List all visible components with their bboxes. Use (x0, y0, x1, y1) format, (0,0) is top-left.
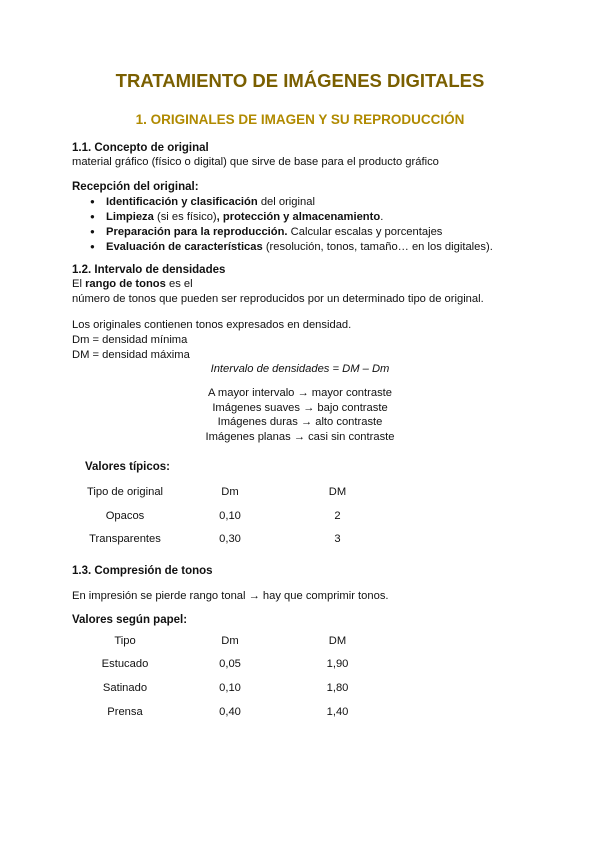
section-title: 1. ORIGINALES DE IMAGEN Y SU REPRODUCCIÓN (135, 112, 465, 127)
rule-line: Imágenes suaves → bajo contraste (212, 402, 388, 414)
rule-line: Imágenes planas → casi sin contraste (205, 431, 395, 443)
table-cell: 1,90 (326, 658, 349, 670)
table-cell: Opacos (105, 509, 145, 522)
table-cell: Prensa (107, 706, 143, 718)
densidad-intro: Los originales contienen tonos expresados en densidad. (72, 319, 352, 331)
heading-compresion-tonos: 1.3. Compresión de tonos (72, 565, 213, 577)
table-header: Tipo de original (86, 486, 164, 498)
rango-line-2: número de tonos que pueden ser reproducidos por un determinado tipo de original. (72, 293, 484, 305)
document-title: TRATAMIENTO DE IMÁGENES DIGITALES (115, 70, 485, 91)
table-header: DM (328, 634, 347, 647)
table-cell: Transparentes (89, 532, 161, 545)
table-cell: 1,40 (326, 706, 349, 718)
list-item: ● Evaluación de características (resolución, tonos, tamaño… en los digitales). (90, 240, 493, 255)
table-header: Dm (221, 634, 239, 647)
table-row (80, 652, 385, 676)
reception-list (90, 195, 493, 255)
table-row (80, 504, 385, 527)
table-cell: 2 (334, 509, 341, 522)
table-cell: 0,30 (219, 532, 241, 545)
typical-values-table (80, 480, 385, 550)
list-item: ● Identificación y clasificación del original (90, 195, 493, 210)
table-cell: 1,80 (326, 682, 349, 694)
table-header: Dm (221, 486, 239, 498)
heading-valores-papel: Valores según papel: (72, 614, 188, 626)
table-row (80, 700, 385, 724)
table-row (80, 527, 385, 550)
dm-definition: Dm = densidad mínima (72, 334, 188, 346)
table-cell: 0,40 (219, 706, 241, 718)
rule-line: A mayor intervalo → mayor contraste (207, 387, 393, 399)
table-cell: 0,10 (219, 509, 241, 522)
heading-intervalo-densidades: 1.2. Intervalo de densidades (72, 264, 226, 276)
heading-recepcion: Recepción del original: (72, 181, 199, 193)
concepto-text: material gráfico (físico o digital) que sirve de base para el producto gráfico (72, 156, 439, 168)
paper-values-table (80, 629, 385, 724)
rule-line: Imágenes duras → alto contraste (217, 416, 383, 428)
table-header: Tipo (114, 634, 136, 647)
heading-concepto-original: 1.1. Concepto de original (72, 142, 209, 154)
table-cell: Satinado (102, 682, 148, 694)
rango-line: El rango de tonos es el (72, 278, 193, 290)
table-row (80, 676, 385, 700)
list-item: ● Limpieza (si es físico), protección y almacenamiento. (90, 210, 493, 225)
heading-valores-tipicos: Valores típicos: (85, 461, 171, 473)
formula: Intervalo de densidades = DM – Dm (210, 363, 390, 375)
table-header: DM (328, 486, 347, 498)
table-cell: Estucado (101, 658, 149, 670)
table-cell: 0,10 (219, 682, 241, 694)
table-header-row (80, 629, 385, 652)
table-cell: 0,05 (219, 658, 241, 670)
table-cell: 3 (334, 532, 341, 545)
compresion-text: En impresión se pierde rango tonal → hay que comprimir tonos. (72, 590, 389, 602)
list-item: ● Preparación para la reproducción. Calcular escalas y porcentajes (90, 225, 493, 240)
table-header-row (80, 480, 385, 504)
DM-definition: DM = densidad máxima (72, 349, 190, 361)
